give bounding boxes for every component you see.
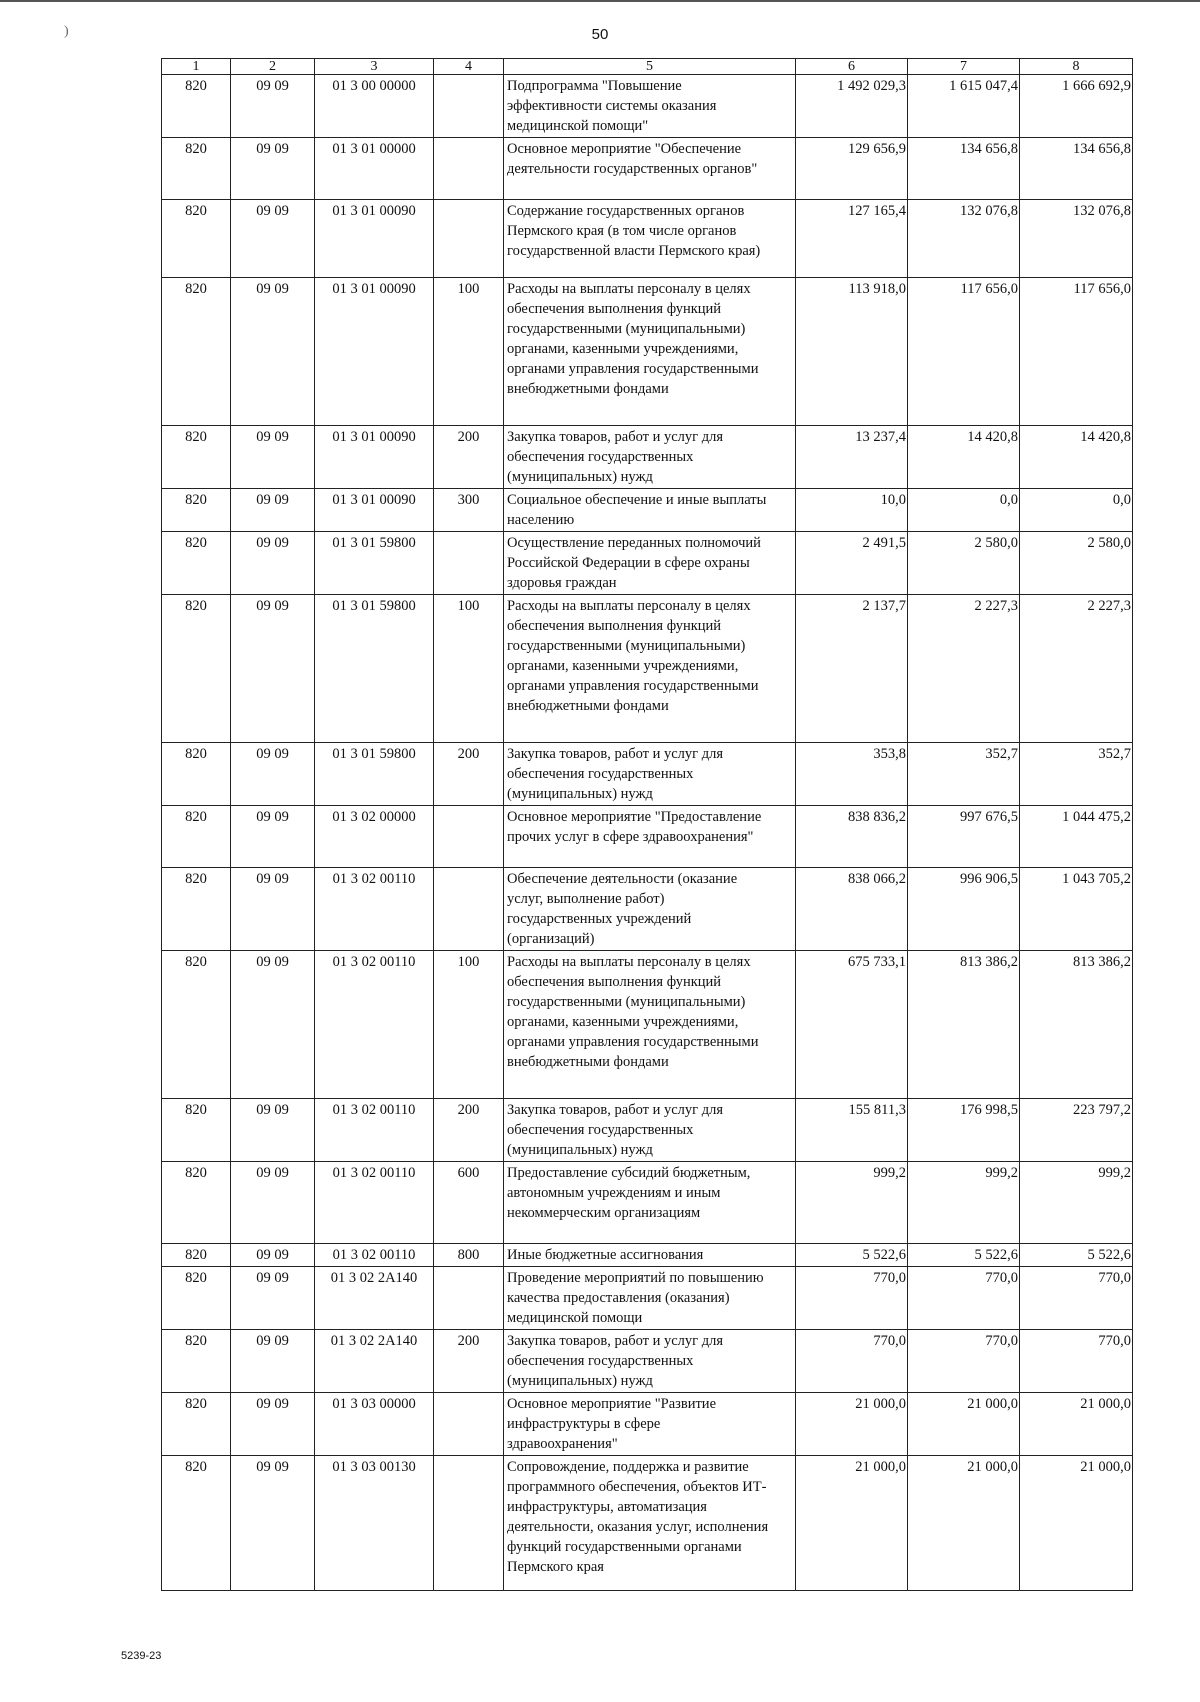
cell-admin-code: 820 [162,743,231,806]
cell-target-article: 01 3 01 00090 [315,426,434,489]
cell-expense-type: 200 [434,1330,504,1393]
cell-admin-code: 820 [162,1244,231,1267]
cell-expense-type: 100 [434,951,504,1099]
cell-target-article: 01 3 01 59800 [315,743,434,806]
cell-amount-col7: 1 615 047,4 [908,75,1020,138]
cell-amount-col7: 352,7 [908,743,1020,806]
table-row [162,1393,1133,1456]
cell-expense-type [434,868,504,951]
cell-section: 09 09 [231,1244,315,1267]
table-row [162,138,1133,200]
cell-amount-col8: 14 420,8 [1020,426,1133,489]
cell-section: 09 09 [231,278,315,426]
cell-amount-col8: 223 797,2 [1020,1099,1133,1162]
cell-description: Закупка товаров, работ и услуг для обеспечения государственных (муниципальных) нужд [504,743,796,806]
cell-amount-col6: 353,8 [796,743,908,806]
table-row [162,951,1133,1099]
cell-target-article: 01 3 02 2А140 [315,1267,434,1330]
cell-admin-code: 820 [162,595,231,743]
cell-amount-col6: 113 918,0 [796,278,908,426]
cell-amount-col7: 770,0 [908,1330,1020,1393]
cell-expense-type [434,75,504,138]
cell-amount-col6: 838 836,2 [796,806,908,868]
cell-amount-col8: 132 076,8 [1020,200,1133,278]
cell-description: Закупка товаров, работ и услуг для обеспечения государственных (муниципальных) нужд [504,1099,796,1162]
cell-admin-code: 820 [162,489,231,532]
cell-expense-type: 600 [434,1162,504,1244]
table-row [162,595,1133,743]
cell-expense-type [434,1267,504,1330]
cell-description: Расходы на выплаты персоналу в целях обеспечения выполнения функций государственными (муниципальными) органами, казенными учреждениями, органами управления государственными внебюджетными фондами [504,278,796,426]
cell-amount-col6: 999,2 [796,1162,908,1244]
cell-amount-col8: 813 386,2 [1020,951,1133,1099]
margin-mark: ) [64,24,69,39]
cell-amount-col7: 997 676,5 [908,806,1020,868]
cell-section: 09 09 [231,1099,315,1162]
table-row [162,1099,1133,1162]
cell-amount-col8: 1 044 475,2 [1020,806,1133,868]
cell-description: Осуществление переданных полномочий Российской Федерации в сфере охраны здоровья граждан [504,532,796,595]
table-row [162,489,1133,532]
cell-amount-col7: 5 522,6 [908,1244,1020,1267]
cell-description: Основное мероприятие "Предоставление прочих услуг в сфере здравоохранения" [504,806,796,868]
cell-admin-code: 820 [162,532,231,595]
table-row [162,806,1133,868]
cell-amount-col7: 2 580,0 [908,532,1020,595]
cell-admin-code: 820 [162,1162,231,1244]
table-row [162,1267,1133,1330]
cell-admin-code: 820 [162,1267,231,1330]
cell-amount-col6: 127 165,4 [796,200,908,278]
cell-section: 09 09 [231,75,315,138]
cell-amount-col7: 14 420,8 [908,426,1020,489]
cell-target-article: 01 3 02 00000 [315,806,434,868]
cell-admin-code: 820 [162,1099,231,1162]
cell-amount-col6: 2 137,7 [796,595,908,743]
cell-description: Расходы на выплаты персоналу в целях обеспечения выполнения функций государственными (муниципальными) органами, казенными учреждениями, органами управления государственными внебюджетными фондами [504,595,796,743]
table-row [162,426,1133,489]
cell-amount-col7: 21 000,0 [908,1456,1020,1591]
cell-target-article: 01 3 02 00110 [315,1099,434,1162]
cell-description: Содержание государственных органов Пермского края (в том числе органов государственной власти Пермского края) [504,200,796,278]
cell-expense-type: 200 [434,743,504,806]
cell-target-article: 01 3 03 00130 [315,1456,434,1591]
cell-section: 09 09 [231,200,315,278]
cell-admin-code: 820 [162,138,231,200]
cell-expense-type: 100 [434,278,504,426]
cell-target-article: 01 3 02 2А140 [315,1330,434,1393]
cell-amount-col8: 1 043 705,2 [1020,868,1133,951]
cell-target-article: 01 3 02 00110 [315,951,434,1099]
cell-amount-col6: 10,0 [796,489,908,532]
cell-admin-code: 820 [162,200,231,278]
cell-section: 09 09 [231,951,315,1099]
cell-description: Подпрограмма "Повышение эффективности системы оказания медицинской помощи" [504,75,796,138]
cell-amount-col7: 21 000,0 [908,1393,1020,1456]
cell-amount-col8: 21 000,0 [1020,1456,1133,1591]
cell-target-article: 01 3 01 00090 [315,278,434,426]
cell-description: Предоставление субсидий бюджетным, автономным учреждениям и иным некоммерческим организациям [504,1162,796,1244]
header-cell: 4 [434,59,504,75]
cell-amount-col6: 1 492 029,3 [796,75,908,138]
header-cell: 6 [796,59,908,75]
table-row [162,1162,1133,1244]
cell-amount-col8: 117 656,0 [1020,278,1133,426]
cell-section: 09 09 [231,1393,315,1456]
cell-admin-code: 820 [162,426,231,489]
cell-section: 09 09 [231,868,315,951]
document-code: 5239-23 [121,1650,162,1662]
cell-description: Проведение мероприятий по повышению качества предоставления (оказания) медицинской помощи [504,1267,796,1330]
cell-description: Сопровождение, поддержка и развитие программного обеспечения, объектов ИТ- инфраструктуры, автоматизация деятельности, оказания услуг, исполнения функций государственными органами Пермского края [504,1456,796,1591]
cell-amount-col8: 999,2 [1020,1162,1133,1244]
cell-section: 09 09 [231,1267,315,1330]
cell-target-article: 01 3 01 59800 [315,595,434,743]
header-cell: 8 [1020,59,1133,75]
cell-target-article: 01 3 01 00090 [315,489,434,532]
cell-expense-type [434,1393,504,1456]
top-border-line [0,0,1200,2]
cell-amount-col8: 134 656,8 [1020,138,1133,200]
cell-target-article: 01 3 01 00000 [315,138,434,200]
table-body [162,59,1133,1591]
cell-amount-col6: 2 491,5 [796,532,908,595]
cell-expense-type: 800 [434,1244,504,1267]
cell-expense-type [434,806,504,868]
cell-admin-code: 820 [162,75,231,138]
cell-amount-col8: 0,0 [1020,489,1133,532]
table-row [162,868,1133,951]
table-row [162,532,1133,595]
cell-amount-col6: 770,0 [796,1330,908,1393]
cell-expense-type [434,1456,504,1591]
cell-admin-code: 820 [162,868,231,951]
cell-amount-col6: 770,0 [796,1267,908,1330]
cell-description: Закупка товаров, работ и услуг для обеспечения государственных (муниципальных) нужд [504,1330,796,1393]
cell-amount-col8: 770,0 [1020,1330,1133,1393]
table-row [162,1456,1133,1591]
cell-amount-col7: 176 998,5 [908,1099,1020,1162]
cell-expense-type: 200 [434,426,504,489]
cell-amount-col6: 129 656,9 [796,138,908,200]
cell-section: 09 09 [231,1162,315,1244]
page-number: 50 [591,26,609,43]
cell-amount-col8: 5 522,6 [1020,1244,1133,1267]
cell-amount-col6: 5 522,6 [796,1244,908,1267]
cell-target-article: 01 3 02 00110 [315,1162,434,1244]
cell-section: 09 09 [231,426,315,489]
cell-description: Иные бюджетные ассигнования [504,1244,796,1267]
header-cell: 7 [908,59,1020,75]
table-header-row [162,59,1133,75]
cell-admin-code: 820 [162,951,231,1099]
cell-target-article: 01 3 01 00090 [315,200,434,278]
cell-amount-col6: 155 811,3 [796,1099,908,1162]
cell-description: Основное мероприятие "Обеспечение деятельности государственных органов" [504,138,796,200]
cell-amount-col7: 117 656,0 [908,278,1020,426]
cell-amount-col7: 813 386,2 [908,951,1020,1099]
cell-admin-code: 820 [162,1330,231,1393]
cell-amount-col6: 21 000,0 [796,1456,908,1591]
cell-amount-col8: 1 666 692,9 [1020,75,1133,138]
cell-section: 09 09 [231,743,315,806]
header-cell: 3 [315,59,434,75]
header-cell: 5 [504,59,796,75]
budget-table [161,58,1133,1591]
cell-amount-col8: 21 000,0 [1020,1393,1133,1456]
header-cell: 2 [231,59,315,75]
cell-section: 09 09 [231,1456,315,1591]
cell-amount-col7: 132 076,8 [908,200,1020,278]
cell-amount-col7: 999,2 [908,1162,1020,1244]
cell-amount-col7: 770,0 [908,1267,1020,1330]
cell-amount-col8: 2 580,0 [1020,532,1133,595]
cell-admin-code: 820 [162,1393,231,1456]
cell-amount-col7: 996 906,5 [908,868,1020,951]
cell-expense-type: 300 [434,489,504,532]
cell-expense-type [434,200,504,278]
cell-amount-col8: 352,7 [1020,743,1133,806]
cell-target-article: 01 3 03 00000 [315,1393,434,1456]
table-row [162,743,1133,806]
table-row [162,200,1133,278]
table-row [162,1330,1133,1393]
cell-description: Обеспечение деятельности (оказание услуг, выполнение работ) государственных учреждений (организаций) [504,868,796,951]
cell-description: Социальное обеспечение и иные выплаты населению [504,489,796,532]
cell-section: 09 09 [231,138,315,200]
cell-admin-code: 820 [162,1456,231,1591]
cell-expense-type: 200 [434,1099,504,1162]
cell-section: 09 09 [231,595,315,743]
cell-description: Расходы на выплаты персоналу в целях обеспечения выполнения функций государственными (муниципальными) органами, казенными учреждениями, органами управления государственными внебюджетными фондами [504,951,796,1099]
header-cell: 1 [162,59,231,75]
cell-expense-type: 100 [434,595,504,743]
cell-section: 09 09 [231,1330,315,1393]
cell-amount-col7: 0,0 [908,489,1020,532]
cell-target-article: 01 3 02 00110 [315,1244,434,1267]
cell-section: 09 09 [231,489,315,532]
cell-amount-col6: 838 066,2 [796,868,908,951]
cell-description: Закупка товаров, работ и услуг для обеспечения государственных (муниципальных) нужд [504,426,796,489]
cell-admin-code: 820 [162,806,231,868]
cell-target-article: 01 3 00 00000 [315,75,434,138]
cell-expense-type [434,532,504,595]
table-row [162,1244,1133,1267]
table-row [162,278,1133,426]
cell-amount-col6: 21 000,0 [796,1393,908,1456]
cell-description: Основное мероприятие "Развитие инфраструктуры в сфере здравоохранения" [504,1393,796,1456]
cell-admin-code: 820 [162,278,231,426]
cell-amount-col6: 675 733,1 [796,951,908,1099]
table-row [162,75,1133,138]
cell-amount-col6: 13 237,4 [796,426,908,489]
cell-section: 09 09 [231,532,315,595]
cell-target-article: 01 3 01 59800 [315,532,434,595]
cell-amount-col8: 770,0 [1020,1267,1133,1330]
cell-section: 09 09 [231,806,315,868]
cell-amount-col7: 2 227,3 [908,595,1020,743]
cell-target-article: 01 3 02 00110 [315,868,434,951]
cell-amount-col7: 134 656,8 [908,138,1020,200]
cell-expense-type [434,138,504,200]
cell-amount-col8: 2 227,3 [1020,595,1133,743]
